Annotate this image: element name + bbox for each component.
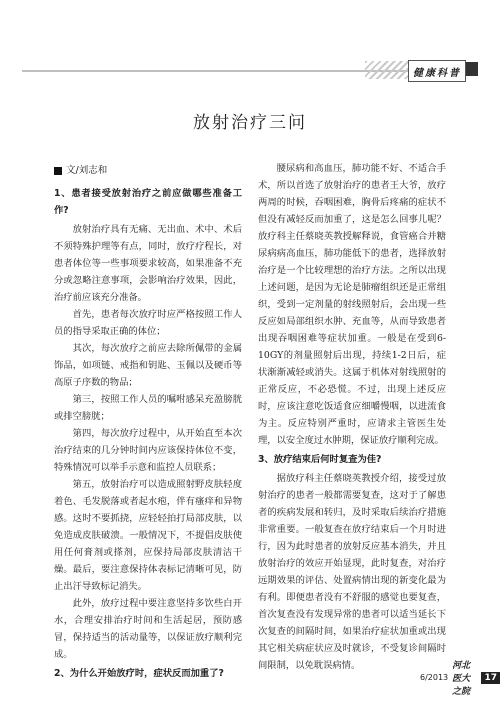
author-line bbox=[54, 162, 242, 179]
paragraph: 其次，每次放疗之前应去除所佩带的金属饰品，如项链、戒指和钥匙、玉佩以及硬币等高原子序数的物品； bbox=[54, 343, 242, 388]
page-number: 17 bbox=[481, 672, 500, 684]
paragraph: 据放疗科主任蔡晓英教授介绍，接受过放射治疗的患者一般都需要复查，这对于了解患者的疾病发展和转归，及时采取后续治疗措施非常重要。一般复查在放疗结束后一个月时进行，因为此时患者的放射反应基本消失，并且放射治疗的效应开始显现，此时复查，对治疗远期效果的评估、处置病情出现的新变化最为有利。即便患者没有不舒服的感觉也要复查，首次复查没有发现异常的患者可以适当延长下次复查的间隔时间，如果治疗症状加重或出现其它相关病症状应及时就诊，不受复诊间隔时间限制，以免耽误病情。 bbox=[258, 473, 446, 671]
paragraph: 此外，放疗过程中要注意坚持多饮些白开水，合理安排治疗时间和生活起居，预防感冒，保持适当的活动量等，以保证放疗顺利完成。 bbox=[54, 598, 242, 660]
square-bullet-icon bbox=[54, 167, 62, 175]
question-2-heading: 2、为什么开始放疗时，症状反而加重了? bbox=[54, 668, 224, 679]
paragraph: 腰尿病和高血压，肺功能不好、不适合手术，所以首选了放射治疗的患者王大爷，放疗两周的时候，吞咽困难，胸骨后疼痛的症状不但没有减轻反而加重了，这是怎么回事儿呢？放疗科主任蔡晓英教授解释说，食管癌合并糖尿病病高血压，肺功能低下的患者，选择放射治疗是一个比较理想的治疗方法。之所以出现上述问题，是因为无论是肺瘤组织还是正常组织，受到一定剂量的射线照射后，会出现一些反应如局部组织水肿、充血等，从而导致患者出现吞咽困难等症状加重。一般是在受到6-10GY的剂量照射后出现，持续1-2日后，症状渐渐减轻或消失。这属于机体对射线照射的正常反应，不必恐慌。不过，出现上述反应时，应该注意吃饭适食应细嚼慢咽，以进流食为主。反应特别严重时，应请求主管医生处理，以安全度过水肿期，保证放疗顺利完成。 bbox=[258, 163, 446, 446]
header-block-decoration bbox=[466, 62, 478, 76]
magazine-name: 河北医大之院 bbox=[452, 661, 471, 697]
right-column bbox=[258, 160, 446, 674]
article-title: 放射治疗三问 bbox=[193, 113, 307, 133]
paragraph: 第四，每次放疗过程中，从开始直至本次治疗结束的几分钟时间内应该保持体位不变，特殊情况可以举手示意和监控人员联系； bbox=[54, 428, 242, 473]
question-1-heading: 1、患者接受放射治疗之前应做哪些准备工作? bbox=[54, 188, 242, 216]
issue-number: 6/2013 bbox=[420, 673, 449, 682]
author-name: 文/刘志和 bbox=[66, 165, 108, 176]
paragraph: 第五，放射治疗可以造成照射野皮肤轻度着色、毛发脱落或者起水疱，伴有瘙痒和异物感。这时不要抓挠，应轻轻拍打局部皮肤，以免造成皮肤破溃。一般情况下，不提倡皮肤使用任何膏剂或搽剂，应保持局部皮肤清洁干燥。最后，要注意保持体表标记清晰可见，防止出汗导致标记消失。 bbox=[54, 479, 242, 592]
question-3-heading: 3、放疗结束后何时复查为佳? bbox=[258, 454, 382, 465]
paragraph: 首先，患者每次放疗时应严格按照工作人员的指导采取正确的体位； bbox=[54, 309, 242, 337]
left-column bbox=[54, 162, 242, 684]
page-footer bbox=[420, 658, 500, 697]
section-tag: 健康科普 bbox=[408, 60, 466, 82]
header-stripe-decoration bbox=[365, 61, 410, 79]
paragraph: 放射治疗具有无痛、无出血、术中、术后不须特殊护理等有点，同时，放疗疗程长，对患者体位等一些事项要求较高，如果准备不充分或忽略注意事项，会影响治疗效果，因此，治疗前应该充分准备。 bbox=[54, 224, 242, 303]
paragraph: 第三，按照工作人员的嘱咐感呆充盈膀胱或排空膀胱； bbox=[54, 394, 242, 422]
